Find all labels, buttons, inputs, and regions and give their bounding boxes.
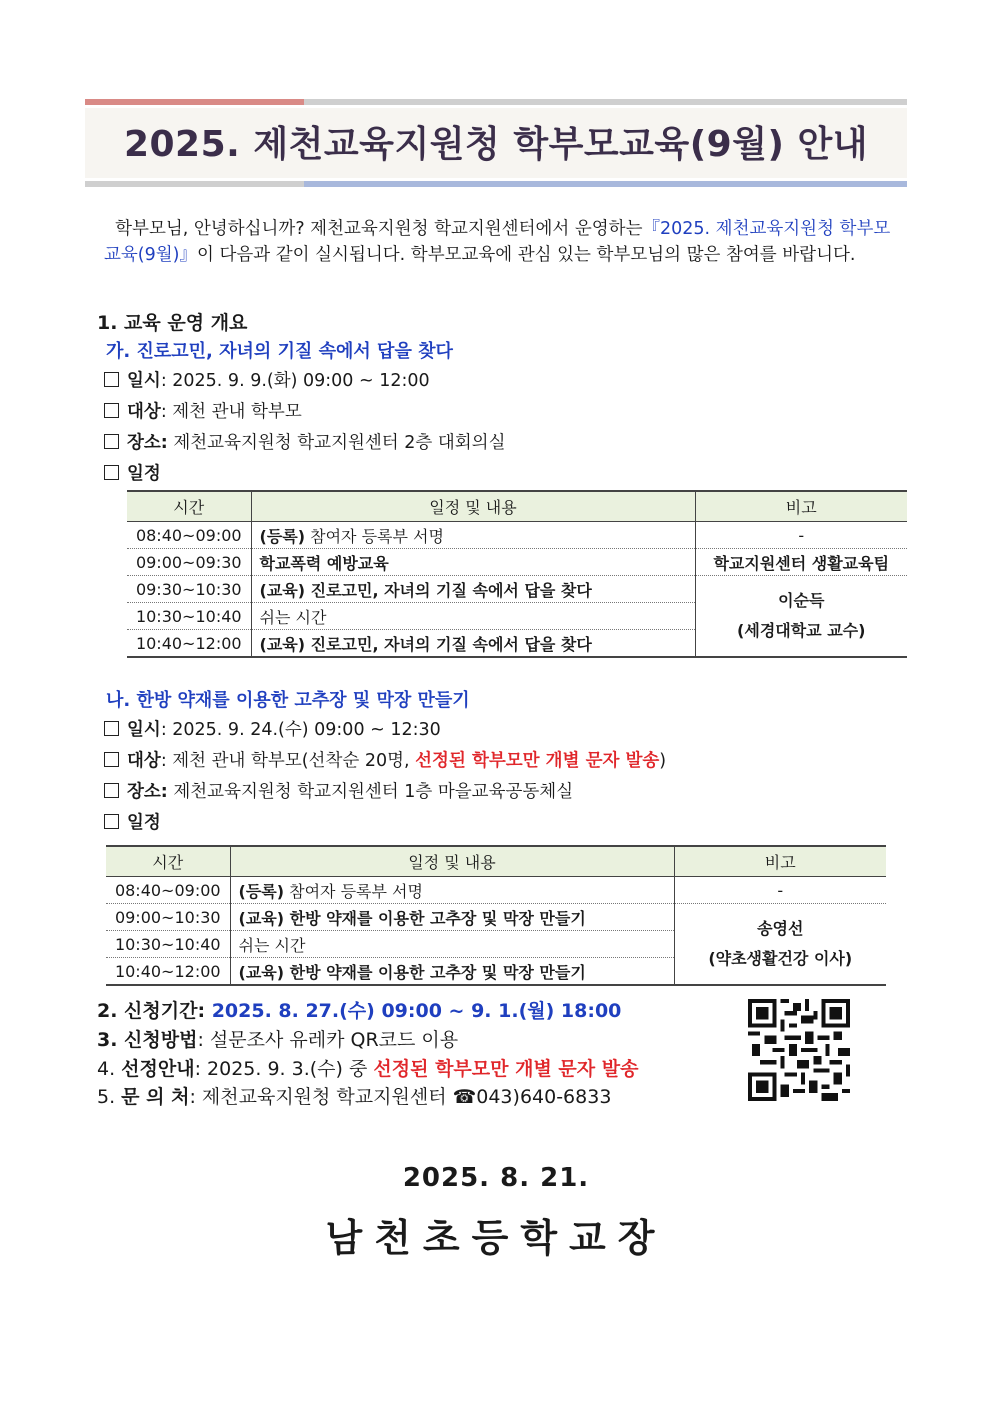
program-b-place: 장소: 제천교육지원청 학교지원센터 1층 마을교육공동체실 (104, 778, 573, 803)
program-b-schedule-label: 일정 (104, 809, 161, 834)
table-row: 10:40~12:00 (교육) 진로고민, 자녀의 기질 속에서 답을 찾다 (127, 630, 907, 658)
intro-paragraph (104, 216, 894, 268)
program-a-target: 대상: 제천 관내 학부모 (104, 398, 302, 423)
checkbox-icon (104, 434, 119, 449)
intro-highlight: 『2025. 제천교육지원청 학부모교육(9월)』 (104, 219, 891, 265)
header-bar-accent (85, 99, 304, 105)
program-a-title: 가. 진로고민, 자녀의 기질 속에서 답을 찾다 (106, 341, 453, 362)
intro-text-1: 학부모님, 안녕하십니까? 제천교육지원청 학교지원센터에서 운영하는 (115, 219, 643, 239)
table-row: 10:30~10:40 쉬는 시간 (127, 603, 907, 630)
selection-notice: 4. 선정안내: 2025. 9. 3.(수) 중 선정된 학부모만 개별 문자 발송 (97, 1058, 639, 1080)
checkbox-icon (104, 814, 119, 829)
program-b-title: 나. 한방 약재를 이용한 고추장 및 막장 만들기 (106, 690, 470, 711)
apply-method: 3. 신청방법: 설문조사 유레카 QR코드 이용 (97, 1029, 459, 1051)
table-row: 10:40~12:00 (교육) 한방 약재를 이용한 고추장 및 막장 만들기 (106, 958, 886, 986)
table-row: 08:40~09:00 (등록) 참여자 등록부 서명 - (106, 877, 886, 904)
issue-date: 2025. 8. 21. (402, 1163, 590, 1193)
header-bar-bottom (85, 181, 304, 187)
program-b-target: 대상: 제천 관내 학부모(선착순 20명, 선정된 학부모만 개별 문자 발송) (104, 747, 666, 772)
apply-period: 2. 신청기간: 2025. 8. 27.(수) 09:00 ~ 9. 1.(월) 18:00 (97, 1000, 622, 1022)
header-bar-bottom-accent (304, 181, 907, 187)
table-row: 09:30~10:30 (교육) 진로고민, 자녀의 기질 속에서 답을 찾다 이순득 (세경대학교 교수) (127, 576, 907, 603)
header-content: 일정 및 내용 (251, 491, 695, 522)
header-bar (304, 99, 907, 105)
page-title: 2025. 제천교육지원청 학부모교육(9월) 안내 (123, 124, 869, 165)
checkbox-icon (104, 783, 119, 798)
instructor-note: 이순득 (세경대학교 교수) (695, 576, 907, 658)
header-note: 비고 (695, 491, 907, 522)
checkbox-icon (104, 721, 119, 736)
checkbox-icon (104, 465, 119, 480)
checkbox-icon (104, 403, 119, 418)
program-b-date: 일시: 2025. 9. 24.(수) 09:00 ~ 12:30 (104, 716, 441, 741)
schedule-table-b (106, 845, 886, 986)
table-row: 10:30~10:40 쉬는 시간 (106, 931, 886, 958)
checkbox-icon (104, 752, 119, 767)
program-a-place: 장소: 제천교육지원청 학교지원센터 2층 대회의실 (104, 429, 506, 454)
program-a-date: 일시: 2025. 9. 9.(화) 09:00 ~ 12:00 (104, 367, 430, 392)
program-a-schedule-label: 일정 (104, 460, 161, 485)
contact: 5. 문 의 처: 제천교육지원청 학교지원센터 ☎043)640-6833 (97, 1086, 612, 1108)
table-row: 08:40~09:00 (등록) 참여자 등록부 서명 - (127, 522, 907, 549)
schedule-table-a (127, 490, 907, 658)
intro-text-2: 이 다음과 같이 실시됩니다. 학부모교육에 관심 있는 학부모님의 많은 참여를 바랍니다. (197, 245, 856, 265)
header-time: 시간 (127, 491, 251, 522)
table-header-row: 시간 일정 및 내용 비고 (106, 846, 886, 877)
table-row: 09:00~09:30 학교폭력 예방교육 학교지원센터 생활교육팀 (127, 549, 907, 576)
instructor-note: 송영선 (약초생활건강 이사) (674, 904, 886, 986)
signature: 남천초등학교장 (325, 1216, 667, 1260)
phone-number: ☎043)640-6833 (452, 1086, 612, 1108)
checkbox-icon (104, 372, 119, 387)
table-header-row (127, 491, 907, 522)
table-row: 09:00~10:30 (교육) 한방 약재를 이용한 고추장 및 막장 만들기 송영선 (약초생활건강 이사) (106, 904, 886, 931)
qr-code-icon[interactable] (748, 999, 850, 1101)
section-heading: 1. 교육 운영 개요 (97, 312, 248, 334)
